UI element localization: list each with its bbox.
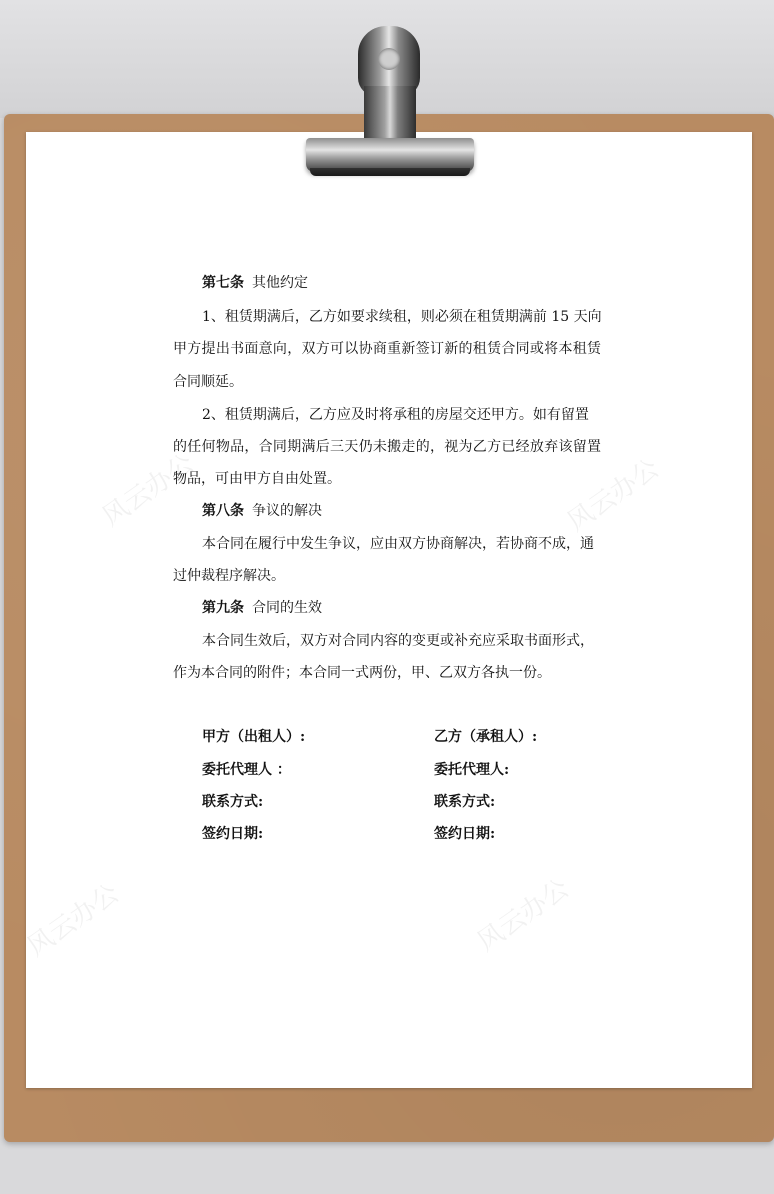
party-b-agent-label: 委托代理人: [434,762,510,778]
party-b-date-label: 签约日期: [434,826,496,842]
binder-clip-icon [300,26,480,178]
paragraph-line: 的任何物品，合同期满后三天仍未搬走的，视为乙方已经放弃该留置 [173,439,601,455]
paragraph-line: 作为本合同的附件；本合同一式两份，甲、乙双方各执一份。 [173,665,551,681]
section-number: 第八条 [202,503,244,519]
paragraph-line: 本合同生效后，双方对合同内容的变更或补充应采取书面形式， [202,633,594,649]
paragraph-line: 过仲裁程序解决。 [173,568,285,584]
paragraph-line: 1、租赁期满后，乙方如要求续租，则必须在租赁期满前 15 天向 [202,309,602,325]
party-a-date-label: 签约日期: [202,826,264,842]
party-a-lessor-label: 甲方（出租人）: [202,729,306,745]
paper-sheet [26,132,752,1088]
section-heading [202,500,322,520]
paragraph-line: 合同顺延。 [173,374,243,390]
section-heading [202,272,308,292]
section-number: 第七条 [202,275,244,291]
section-number: 第九条 [202,600,244,616]
party-a-agent-label: 委托代理人 ： [202,762,291,778]
paragraph-line: 本合同在履行中发生争议，应由双方协商解决，若协商不成，通 [202,536,594,552]
paragraph-line: 甲方提出书面意向，双方可以协商重新签订新的租赁合同或将本租赁 [173,341,601,357]
paragraph-line: 物品，可由甲方自由处置。 [173,471,341,487]
party-b-contact-label: 联系方式: [434,794,496,810]
section-title: 争议的解决 [252,503,322,519]
section-title: 合同的生效 [252,600,322,616]
paragraph-line: 2、租赁期满后，乙方应及时将承租的房屋交还甲方。如有留置 [202,407,589,423]
section-heading [202,597,322,617]
section-title: 其他约定 [252,275,308,291]
party-b-lessee-label: 乙方（承租人）: [434,729,538,745]
party-a-contact-label: 联系方式: [202,794,264,810]
